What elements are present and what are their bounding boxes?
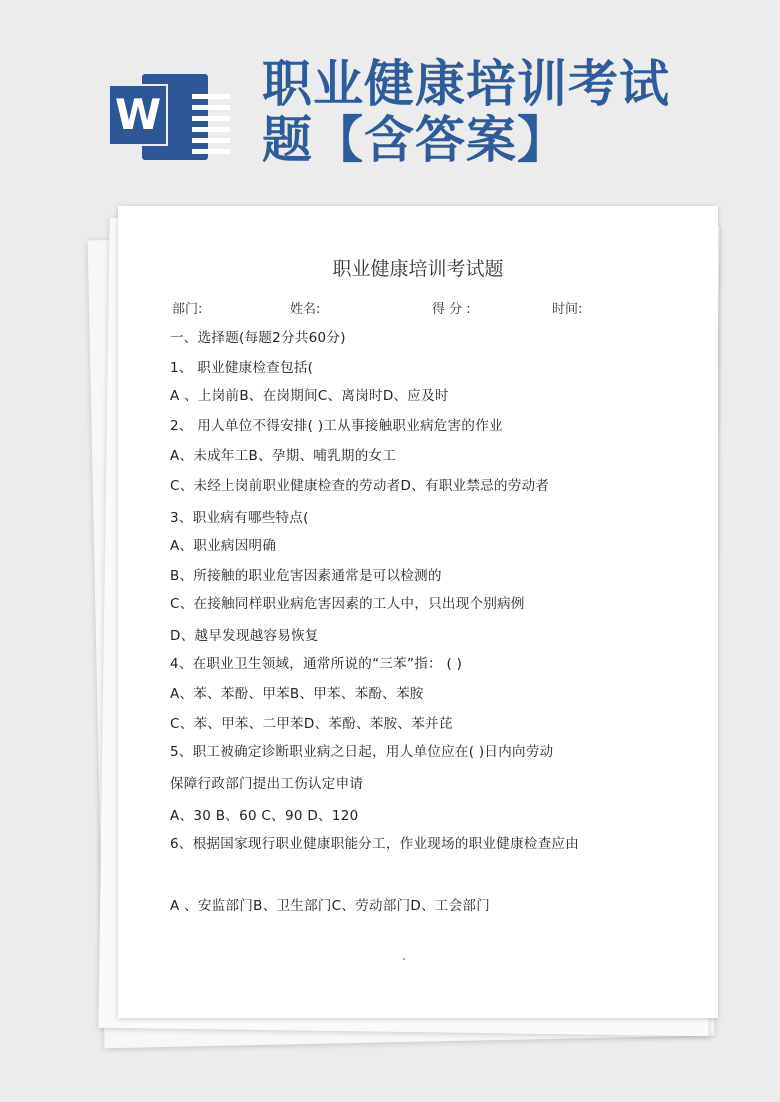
question-4: 4、在职业卫生领域，通常所说的“三苯”指： ( ) — [170, 656, 463, 672]
word-logo-letter: W — [108, 84, 168, 146]
document-title: 职业健康培训考试题 — [332, 258, 504, 280]
question-6: 6、根据国家现行职业健康职能分工，作业现场的职业健康检查应由 — [170, 836, 580, 852]
section-heading: 一、选择题(每题2分共60分) — [170, 330, 346, 346]
page-speck — [403, 958, 405, 960]
score-label: 得 分 : — [432, 302, 471, 317]
question-5-options: A、30 B、60 C、90 D、120 — [170, 808, 359, 824]
department-label: 部门: — [172, 302, 203, 317]
question-5-continued: 保障行政部门提出工伤认定申请 — [170, 776, 364, 792]
question-3-option-c: C、在接触同样职业病危害因素的工人中，只出现个别病例 — [170, 596, 525, 612]
question-4-options-c: C、苯、甲苯、二甲苯D、苯酚、苯胺、苯并芘 — [170, 716, 453, 732]
question-3-option-d: D、越早发现越容易恢复 — [170, 628, 319, 644]
page-title: 职业健康培训考试题【含答案】 — [262, 55, 670, 169]
question-1-options: A 、上岗前B、在岗期间C、离岗时D、应及时 — [170, 388, 449, 404]
document-page — [118, 206, 718, 1018]
question-1: 1、 职业健康检查包括( — [170, 360, 314, 376]
question-6-options: A 、安监部门B、卫生部门C、劳动部门D、工会部门 — [170, 898, 491, 914]
word-icon — [108, 70, 210, 162]
question-5: 5、职工被确定诊断职业病之日起，用人单位应在( )日内向劳动 — [170, 744, 554, 760]
name-label: 姓名: — [290, 302, 321, 317]
question-2-options-a: A、未成年工B、孕期、哺乳期的女工 — [170, 448, 397, 464]
question-4-options-a: A、苯、苯酚、甲苯B、甲苯、苯酚、苯胺 — [170, 686, 424, 702]
question-3-option-b: B、所接触的职业危害因素通常是可以检测的 — [170, 568, 442, 584]
question-2-options-c: C、未经上岗前职业健康检查的劳动者D、有职业禁忌的劳动者 — [170, 478, 550, 494]
question-3: 3、职业病有哪些特点( — [170, 510, 309, 526]
time-label: 时间: — [552, 302, 583, 317]
question-2: 2、 用人单位不得安排( )工从事接触职业病危害的作业 — [170, 418, 503, 434]
question-3-option-a: A、职业病因明确 — [170, 538, 277, 554]
